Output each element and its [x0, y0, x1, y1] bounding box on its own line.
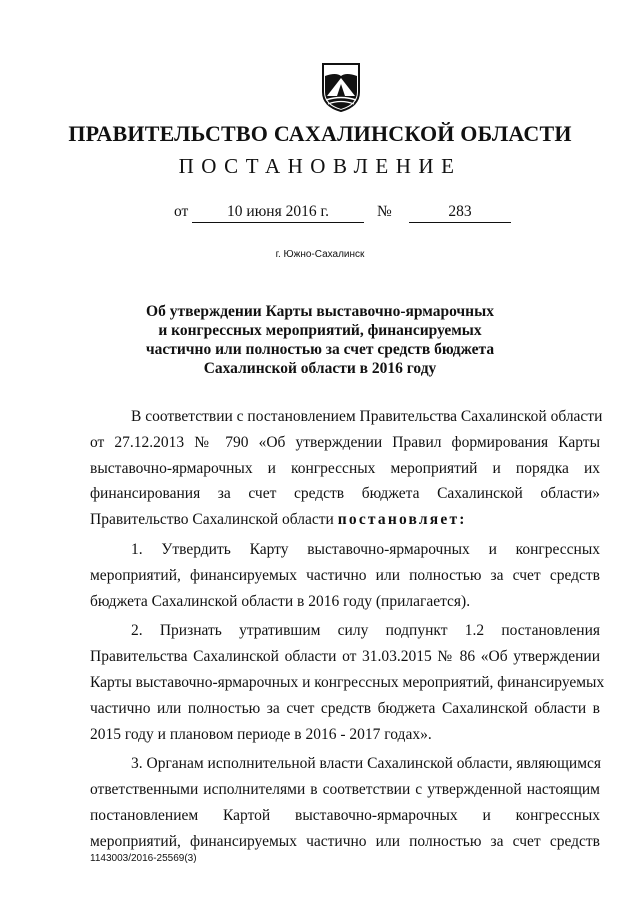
document-body — [90, 404, 605, 855]
number-label: № — [377, 203, 392, 220]
organization-title: ПРАВИТЕЛЬСТВО САХАЛИНСКОЙ ОБЛАСТИ — [68, 121, 572, 146]
body-line: 2. Признать утратившим силу подпункт 1.2 постановления — [131, 622, 600, 640]
body-line: ответственными исполнителями в соответствии с утвержденной настоящим — [90, 781, 600, 799]
coat-of-arms-emblem — [320, 62, 362, 112]
item-2-paragraph — [90, 618, 605, 747]
body-line: Правительства Сахалинской области от 31.03.2015 № 86 «Об утверждении — [90, 648, 600, 666]
body-line: мероприятий, финансируемых частично или полностью за счет средств — [90, 832, 600, 850]
body-line: Карты выставочно-ярмарочных и конгрессных мероприятий, финансируемых — [90, 673, 605, 691]
subject-line: частично или полностью за счет средств бюджета — [145, 341, 495, 358]
city-name: г. Южно-Сахалинск — [275, 249, 365, 260]
preamble-last-text: Правительство Сахалинской области — [90, 511, 338, 529]
resolves-keyword: постановляет: — [337, 511, 467, 529]
subject-line: Об утверждении Карты выставочно-ярмарочных — [146, 303, 494, 320]
date-label: от — [174, 203, 189, 220]
subject-line: и конгрессных мероприятий, финансируемых — [158, 322, 482, 339]
body-line: постановлением Картой выставочно-ярмарочных и конгрессных — [90, 806, 600, 824]
body-line: В соответствии с постановлением Правительства Сахалинской области — [131, 408, 603, 425]
document-code: 1143003/2016-25569(3) — [90, 853, 197, 864]
document-subject — [120, 302, 520, 378]
body-line: 2015 году и плановом периоде в 2016 - 2017 годах». — [90, 725, 432, 743]
body-line: от 27.12.2013 № 790 «Об утверждении Правил формирования Карты — [90, 433, 600, 451]
item-3-paragraph — [90, 751, 600, 854]
subject-line: Сахалинской области в 2016 году — [203, 360, 437, 377]
date-value: 10 июня 2016 г. — [192, 203, 364, 223]
item-1-paragraph — [90, 537, 600, 614]
body-line: бюджета Сахалинской области в 2016 году (прилагается). — [90, 592, 471, 610]
body-line: финансирования за счет средств бюджета Сахалинской области» — [90, 485, 600, 503]
body-line: частично или полностью за счет средств бюджета Сахалинской области в — [90, 699, 600, 717]
date-number-row — [0, 201, 640, 225]
number-value: 283 — [409, 203, 511, 223]
body-line: мероприятий, финансируемых частично или полностью за счет средств — [90, 566, 600, 584]
document-type: ПОСТАНОВЛЕНИЕ — [178, 154, 462, 178]
preamble-paragraph — [90, 404, 603, 533]
body-line: 3. Органам исполнительной власти Сахалинской области, являющимся — [131, 755, 602, 773]
body-line: 1. Утвердить Карту выставочно-ярмарочных и конгрессных — [131, 540, 600, 558]
body-line: выставочно-ярмарочных и конгрессных мероприятий и порядка их — [90, 459, 600, 477]
body-line-last — [90, 507, 600, 533]
